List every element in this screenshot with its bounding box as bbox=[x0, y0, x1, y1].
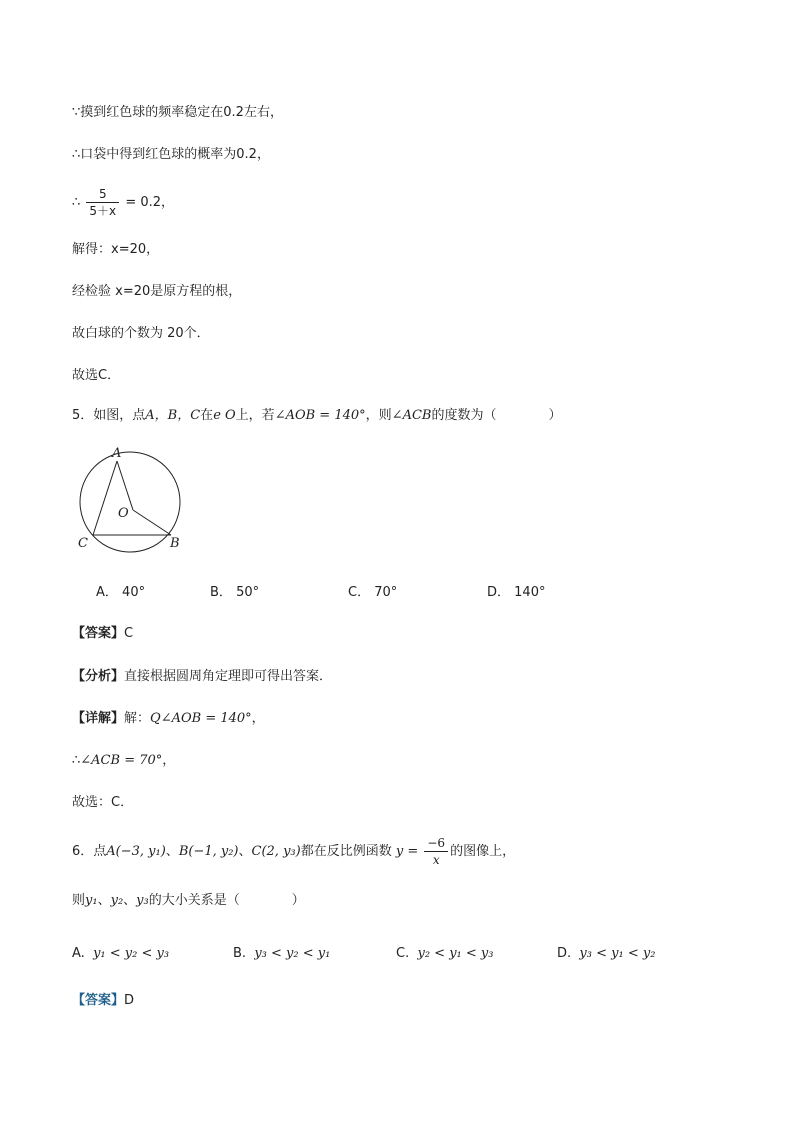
answer-value: C bbox=[124, 626, 134, 641]
q5-stem-angle-aob: ∠AOB = 140° bbox=[274, 408, 366, 423]
label-o: O bbox=[118, 506, 129, 521]
option-value: y₃ < y₂ < y₁ bbox=[254, 946, 331, 961]
q5-stem-points: A，B，C bbox=[145, 408, 201, 423]
option-letter: A． bbox=[96, 585, 118, 600]
q6-function-lhs: y = bbox=[395, 844, 419, 859]
q5-option-a[interactable] bbox=[96, 583, 145, 603]
q5-option-b[interactable] bbox=[210, 583, 259, 603]
fraction-numerator: 5 bbox=[86, 186, 119, 203]
segment-ac bbox=[93, 461, 117, 535]
label-a: A bbox=[112, 446, 122, 461]
q6-line2-text-b: 的大小关系是（ ） bbox=[148, 893, 305, 908]
detail-comma: ， bbox=[251, 711, 265, 726]
detail-angle-aob: Q∠AOB = 140° bbox=[150, 711, 252, 726]
q6-option-a[interactable] bbox=[72, 944, 169, 964]
q6-var-y1: y₁ bbox=[85, 893, 98, 908]
option-value: 40° bbox=[122, 585, 146, 600]
q6-stem-text-a: 6．点 bbox=[72, 844, 107, 859]
solution-line-conclusion: 故白球的个数为 20个． bbox=[72, 326, 210, 341]
q6-option-c[interactable] bbox=[396, 944, 493, 964]
q5-stem bbox=[72, 406, 561, 426]
detail-tag: 【详解】 bbox=[72, 711, 125, 726]
q6-stem-line2 bbox=[72, 891, 305, 911]
q6-function-denominator: x bbox=[432, 853, 440, 867]
q5-detail bbox=[72, 709, 265, 729]
q5-stem-angle-acb: ∠ACB bbox=[391, 408, 432, 423]
q6-var-y2: y₂ bbox=[110, 893, 124, 908]
fraction-denominator: 5＋x bbox=[89, 204, 117, 218]
q5-option-c[interactable] bbox=[348, 583, 397, 603]
solution-line-choice: 故选C． bbox=[72, 368, 121, 383]
option-value: 50° bbox=[236, 585, 260, 600]
q5-stem-text-e: 的度数为（ ） bbox=[431, 408, 562, 423]
q6-stem-text-c: 的图像上， bbox=[450, 844, 516, 859]
q5-analysis bbox=[72, 667, 332, 687]
segment-ob bbox=[133, 510, 171, 535]
option-letter: C． bbox=[348, 585, 371, 600]
q6-stem bbox=[72, 835, 515, 868]
q5-stem-text-a: 5．如图，点 bbox=[72, 408, 146, 423]
answer-tag: 【答案】 bbox=[72, 993, 125, 1008]
option-letter: D． bbox=[487, 585, 511, 600]
fraction bbox=[86, 186, 119, 219]
q6-stem-text-b: 都在反比例函数 bbox=[300, 844, 392, 859]
option-letter: C. bbox=[396, 946, 410, 961]
q5-option-d[interactable] bbox=[487, 583, 545, 603]
q5-detail-result bbox=[72, 751, 175, 771]
analysis-tag: 【分析】 bbox=[72, 669, 125, 684]
therefore-symbol: ∴ bbox=[72, 195, 81, 210]
segment-ao bbox=[117, 461, 133, 510]
solution-line-probability: ∴口袋中得到红色球的概率为0.2， bbox=[72, 147, 270, 162]
solution-line-frequency: ∵摸到红色球的频率稳定在0.2左右， bbox=[72, 105, 283, 120]
q6-line2-text-a: 则 bbox=[72, 893, 86, 908]
analysis-text: 直接根据圆周角定理即可得出答案． bbox=[124, 669, 333, 684]
option-value: 140° bbox=[514, 585, 546, 600]
q5-stem-text-b: 在 bbox=[200, 408, 214, 423]
q6-separator: 、 bbox=[165, 844, 179, 859]
q6-answer bbox=[72, 991, 134, 1011]
solution-line-check: 经检验 x=20是原方程的根， bbox=[72, 284, 242, 299]
q6-var-y3: y₃ bbox=[136, 893, 149, 908]
q5-answer bbox=[72, 624, 133, 644]
detail-angle-acb: ∠ACB = 70° bbox=[80, 753, 163, 768]
q5-choice: 故选：C． bbox=[72, 795, 134, 810]
q5-stem-text-c: 上，若 bbox=[235, 408, 275, 423]
q6-point-c: C(2, y₃) bbox=[251, 844, 301, 859]
q6-point-a: A(−3, y₁) bbox=[106, 844, 166, 859]
q6-separator: 、 bbox=[97, 893, 111, 908]
q6-option-d[interactable] bbox=[557, 944, 655, 964]
option-value: y₃ < y₁ < y₂ bbox=[579, 946, 656, 961]
answer-value: D bbox=[124, 993, 135, 1008]
q6-option-b[interactable] bbox=[233, 944, 330, 964]
q6-separator: 、 bbox=[238, 844, 252, 859]
q5-stem-circle: e O bbox=[213, 408, 236, 423]
option-value: y₂ < y₁ < y₃ bbox=[417, 946, 494, 961]
q6-function-numerator: −6 bbox=[424, 835, 448, 852]
q6-point-b: B(−1, y₂) bbox=[178, 844, 239, 859]
q5-stem-text-d: ，则 bbox=[365, 408, 392, 423]
detail-comma: ， bbox=[162, 753, 176, 768]
option-value: y₁ < y₂ < y₃ bbox=[93, 946, 170, 961]
equation-rhs: = 0.2， bbox=[125, 195, 175, 210]
option-letter: A. bbox=[72, 946, 85, 961]
solution-line-solve: 解得：x=20， bbox=[72, 242, 160, 257]
q5-circle-figure bbox=[74, 444, 194, 554]
therefore-symbol: ∴ bbox=[72, 753, 81, 768]
option-letter: B． bbox=[210, 585, 232, 600]
option-letter: D. bbox=[557, 946, 572, 961]
option-value: 70° bbox=[374, 585, 398, 600]
q6-separator: 、 bbox=[123, 893, 137, 908]
answer-tag: 【答案】 bbox=[72, 626, 125, 641]
detail-text: 解： bbox=[124, 711, 151, 726]
q6-function-fraction bbox=[424, 835, 448, 868]
label-b: B bbox=[170, 536, 180, 551]
option-letter: B. bbox=[233, 946, 247, 961]
solution-line-equation bbox=[72, 186, 174, 219]
label-c: C bbox=[78, 536, 88, 551]
